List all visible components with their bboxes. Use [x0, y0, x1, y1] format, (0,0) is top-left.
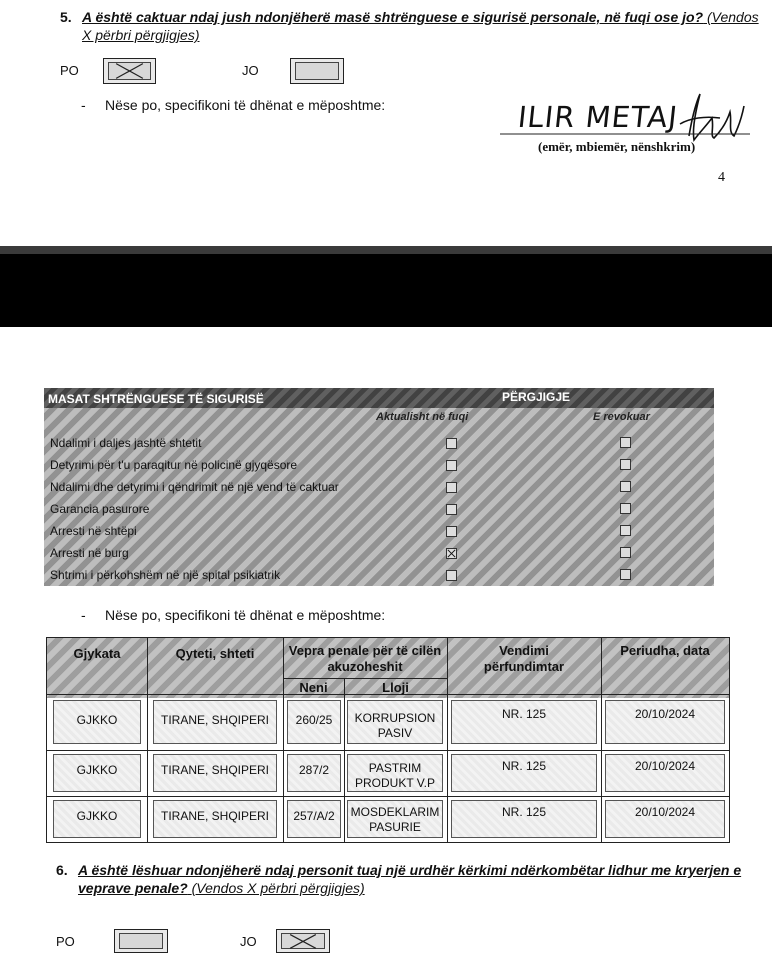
measure-active-checkbox[interactable]	[446, 504, 457, 515]
case-court-cell: GJKKO	[53, 700, 141, 744]
case-type-cell: MOSDEKLARIM PASURIE	[347, 800, 443, 838]
measure-label: Detyrimi për t'u paraqitur në policinë gjyqësore	[50, 458, 298, 472]
case-city-cell: TIRANE, SHQIPERI	[153, 800, 277, 838]
case-type-cell: PASTRIM PRODUKT V.P	[347, 754, 443, 792]
measure-row	[48, 543, 710, 563]
measure-revoked-checkbox[interactable]	[620, 437, 631, 448]
measure-revoked-checkbox[interactable]	[620, 459, 631, 470]
case-article-cell: 287/2	[287, 754, 341, 792]
x-mark-icon	[104, 59, 155, 83]
col-offense: Vepra penale për të cilën akuzoheshit	[288, 643, 442, 674]
measure-revoked-checkbox[interactable]	[620, 547, 631, 558]
question-6-number: 6.	[56, 862, 68, 878]
measure-revoked-checkbox[interactable]	[620, 481, 631, 492]
bullet-dash: -	[81, 607, 86, 623]
security-measures-table	[44, 388, 714, 586]
q6-yes-checkbox[interactable]	[114, 929, 168, 953]
measure-label: Arresti në shtëpi	[50, 524, 137, 538]
measure-revoked-checkbox[interactable]	[620, 569, 631, 580]
question-6-text: A është lëshuar ndonjëherë ndaj personit tuaj një urdhër kërkimi ndërkombëtar lidhur me kryerjen e veprave penale? (Vendos X përbri përgjigjes)	[78, 862, 742, 896]
case-city-cell: TIRANE, SHQIPERI	[153, 754, 277, 792]
measure-row	[48, 455, 710, 475]
measure-row	[48, 499, 710, 519]
case-decision-cell: NR. 125	[451, 800, 597, 838]
measure-label: Ndalimi i daljes jashtë shtetit	[50, 436, 202, 450]
case-court-cell: GJKKO	[53, 800, 141, 838]
q5-no-label: JO	[242, 63, 259, 78]
question-5-number: 5.	[60, 9, 72, 25]
page-break-edge	[0, 246, 772, 254]
case-date-cell: 20/10/2024	[605, 800, 725, 838]
q6-no-label: JO	[240, 934, 257, 949]
measure-active-checkbox[interactable]	[446, 548, 457, 559]
case-article-cell: 260/25	[287, 700, 341, 744]
col-period: Periudha, data	[620, 643, 710, 658]
question-6-instruction: (Vendos X përbri përgjigjes)	[191, 880, 365, 896]
question-5	[60, 8, 760, 48]
measure-row	[48, 477, 710, 497]
question-5-text: A është caktuar ndaj jush ndonjëherë masë shtrënguese e sigurisë personale, në fuqi ose jo? (Vendos X përbri përgjigjes)	[82, 9, 759, 43]
signature-caption: (emër, mbiemër, nënshkrim)	[538, 139, 696, 154]
question-6	[56, 861, 756, 901]
criminal-cases-table	[46, 637, 730, 843]
q5-yes-checkbox[interactable]	[103, 58, 156, 84]
measure-active-checkbox[interactable]	[446, 438, 457, 449]
x-mark-icon	[447, 549, 456, 558]
case-type-cell: KORRUPSION PASIV	[347, 700, 443, 744]
measure-active-checkbox[interactable]	[446, 570, 457, 581]
case-decision-cell: NR. 125	[451, 700, 597, 744]
specify-text-1: Nëse po, specifikoni të dhënat e mëposhtme:	[105, 97, 386, 113]
measure-label: Arresti në burg	[50, 546, 129, 560]
col-court: Gjykata	[73, 646, 121, 661]
handwritten-signature-icon	[680, 94, 744, 140]
page-break-bar	[0, 254, 772, 327]
case-date-cell: 20/10/2024	[605, 754, 725, 792]
measure-active-checkbox[interactable]	[446, 526, 457, 537]
case-article-cell: 257/A/2	[287, 800, 341, 838]
case-decision-cell: NR. 125	[451, 754, 597, 792]
x-mark-icon	[277, 930, 329, 952]
case-city-cell: TIRANE, SHQIPERI	[153, 700, 277, 744]
measure-row	[48, 521, 710, 541]
col-active-label: Aktualisht në fuqi	[376, 411, 469, 423]
col-type: Lloji	[382, 680, 409, 695]
measure-revoked-checkbox[interactable]	[620, 503, 631, 514]
question-5-instruction: (Vendos X përbri përgjigjes)	[82, 9, 759, 43]
q5-no-checkbox[interactable]	[290, 58, 344, 84]
measures-header-answer: PËRGJIGJE	[502, 390, 571, 404]
q6-no-checkbox[interactable]	[276, 929, 330, 953]
q5-yes-label: PO	[60, 63, 79, 78]
specify-text-2: Nëse po, specifikoni të dhënat e mëposhtme:	[105, 607, 386, 623]
case-date-cell: 20/10/2024	[605, 700, 725, 744]
case-court-cell: GJKKO	[53, 754, 141, 792]
measure-row	[48, 433, 710, 453]
measure-revoked-checkbox[interactable]	[620, 525, 631, 536]
measure-active-checkbox[interactable]	[446, 482, 457, 493]
bullet-dash: -	[81, 97, 86, 113]
col-article: Neni	[299, 680, 328, 695]
measure-label: Shtrimi i përkohshëm në një spital psikiatrik	[50, 568, 281, 582]
col-decision: Vendimi përfundimtar	[483, 643, 565, 674]
signature-name: ILIR METAJ	[516, 100, 680, 134]
col-city: Qyteti, shteti	[175, 646, 255, 661]
measures-header	[44, 388, 714, 408]
q6-yes-label: PO	[56, 934, 75, 949]
page-number: 4	[718, 170, 725, 185]
measure-row	[48, 565, 710, 585]
measure-label: Garancia pasurore	[50, 502, 150, 516]
measures-header-title: MASAT SHTRËNGUESE TË SIGURISË	[48, 392, 264, 406]
measure-label: Ndalimi dhe detyrimi i qëndrimit në një vend të caktuar	[50, 480, 339, 494]
measure-active-checkbox[interactable]	[446, 460, 457, 471]
col-revoked-label: E revokuar	[593, 411, 650, 423]
